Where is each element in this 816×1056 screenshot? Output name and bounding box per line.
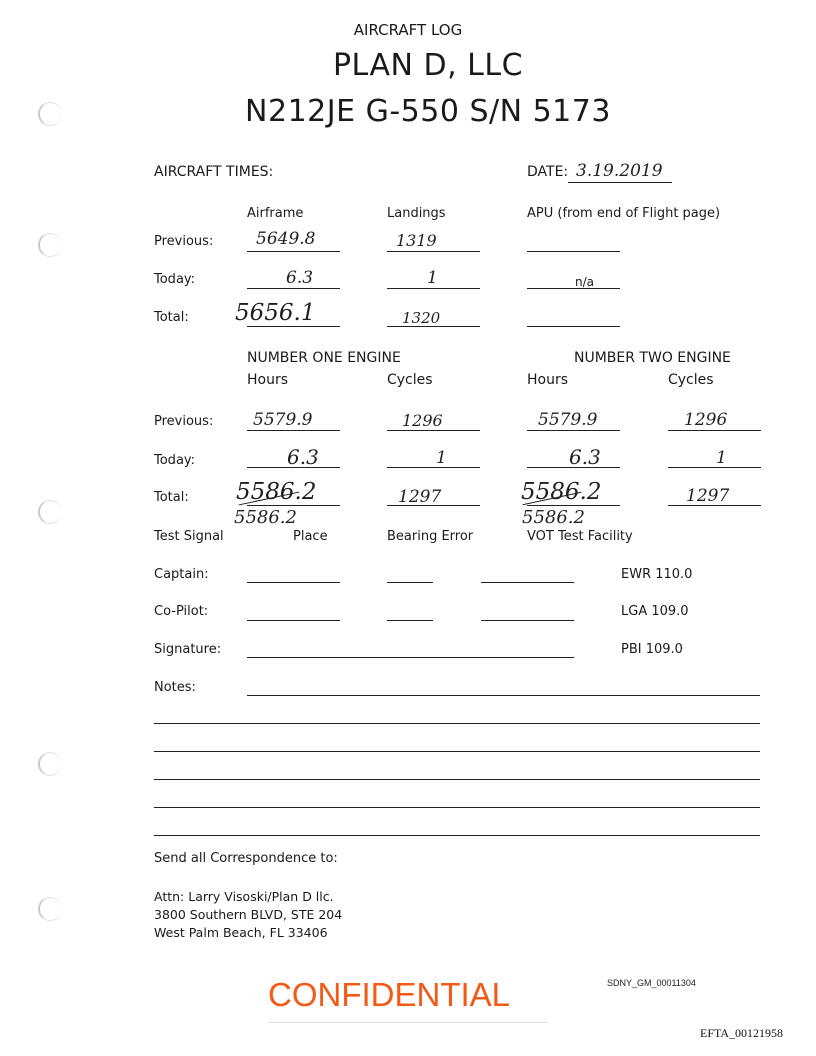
engine1-cycles-header: Cycles (387, 372, 433, 388)
captain-place-line (247, 582, 340, 583)
engine2-cycles-header: Cycles (668, 372, 714, 388)
apu-today-value: n/a (575, 275, 595, 289)
place-label: Place (293, 529, 328, 544)
apu-previous-line (527, 251, 620, 252)
e1-cycles-previous-value: 1296 (402, 411, 443, 430)
send-correspondence-label: Send all Correspondence to: (154, 851, 338, 866)
e2-hours-previous-value: 5579.9 (538, 410, 598, 430)
times-previous-label: Previous: (154, 234, 214, 249)
e1-cycles-today-value: 1 (436, 448, 447, 468)
vot-facility-label: VOT Test Facility (527, 529, 633, 544)
binder-hole-2 (38, 233, 62, 257)
apu-header: APU (from end of Flight page) (527, 206, 721, 221)
airframe-today-line (247, 288, 340, 289)
company-title: PLAN D, LLC (332, 48, 524, 83)
e1-hours-total-line (247, 505, 340, 506)
engine-total-label: Total: (154, 490, 189, 505)
copilot-bearing-line (387, 620, 433, 621)
date-value: 3.19.2019 (576, 161, 663, 181)
engine-today-label: Today: (154, 453, 196, 468)
airframe-total-value: 5656.1 (235, 300, 316, 326)
binder-hole-5 (38, 897, 62, 921)
e1-hours-total-value: 5586.2 (236, 479, 317, 505)
airframe-header: Airframe (247, 206, 304, 221)
airframe-total-line (247, 326, 340, 327)
e2-cycles-previous-line (668, 430, 761, 431)
copilot-label: Co-Pilot: (154, 604, 209, 619)
bearing-error-label: Bearing Error (387, 529, 474, 544)
engine-previous-label: Previous: (154, 414, 214, 429)
notes-line-3 (154, 751, 760, 752)
bottom-rule (268, 1022, 548, 1023)
e2-total-correction: 5586.2 (522, 507, 585, 528)
engine1-hours-header: Hours (247, 372, 289, 388)
facility-lga: LGA 109.0 (621, 604, 689, 619)
e1-cycles-previous-line (387, 430, 480, 431)
signature-label: Signature: (154, 642, 222, 657)
notes-line-2 (154, 723, 760, 724)
e2-cycles-today-value: 1 (716, 448, 727, 468)
binder-hole-3 (38, 500, 62, 524)
times-total-label: Total: (154, 310, 189, 325)
airframe-previous-value: 5649.8 (256, 229, 316, 249)
e2-cycles-today-line (668, 467, 761, 468)
aircraft-title: N212JE G-550 S/N 5173 (245, 94, 611, 129)
e1-cycles-total-value: 1297 (398, 487, 442, 507)
notes-line-6 (154, 835, 760, 836)
landings-previous-line (387, 251, 480, 252)
apu-total-line (527, 326, 620, 327)
address-line-2: 3800 Southern BLVD, STE 204 (154, 907, 343, 922)
e1-hours-previous-value: 5579.9 (253, 410, 313, 430)
captain-label: Captain: (154, 567, 209, 582)
confidential-stamp: CONFIDENTIAL (268, 976, 511, 1013)
e2-hours-today-value: 6.3 (569, 445, 601, 469)
e1-hours-previous-line (247, 430, 340, 431)
copilot-place-line (247, 620, 340, 621)
landings-today-line (387, 288, 480, 289)
e2-hours-previous-line (527, 430, 620, 431)
copilot-vot-line (481, 620, 574, 621)
sdny-reference: SDNY_GM_00011304 (607, 978, 696, 988)
date-label: DATE: (527, 164, 569, 180)
captain-vot-line (481, 582, 574, 583)
date-line (568, 182, 672, 183)
notes-line-4 (154, 779, 760, 780)
apu-today-line (527, 288, 620, 289)
notes-line-1 (247, 695, 760, 696)
facility-pbi: PBI 109.0 (621, 642, 683, 657)
log-title: AIRCRAFT LOG (353, 21, 463, 39)
landings-header: Landings (387, 206, 446, 221)
landings-today-value: 1 (427, 268, 438, 288)
facility-ewr: EWR 110.0 (621, 567, 693, 582)
test-signal-label: Test Signal (154, 529, 224, 544)
binder-hole-4 (38, 752, 62, 776)
landings-previous-value: 1319 (396, 231, 437, 250)
landings-total-value: 1320 (402, 309, 441, 327)
efta-reference: EFTA_00121958 (700, 1026, 784, 1040)
e2-hours-total-line (527, 505, 620, 506)
e1-hours-today-value: 6.3 (287, 445, 319, 469)
captain-bearing-line (387, 582, 433, 583)
engine-one-title: NUMBER ONE ENGINE (247, 350, 401, 366)
airframe-today-value: 6.3 (286, 268, 314, 288)
e2-cycles-total-value: 1297 (686, 486, 730, 506)
signature-line (247, 657, 574, 658)
notes-label: Notes: (154, 680, 196, 695)
notes-line-5 (154, 807, 760, 808)
e2-hours-total-value: 5586.2 (521, 479, 602, 505)
engine-two-title: NUMBER TWO ENGINE (574, 350, 731, 366)
e1-cycles-today-line (387, 467, 480, 468)
engine2-hours-header: Hours (527, 372, 569, 388)
e1-total-correction: 5586.2 (234, 507, 297, 528)
aircraft-times-label: AIRCRAFT TIMES: (154, 164, 274, 180)
airframe-previous-line (247, 251, 340, 252)
address-line-1: Attn: Larry Visoski/Plan D llc. (154, 889, 334, 904)
times-today-label: Today: (154, 272, 196, 287)
e2-cycles-previous-value: 1296 (684, 410, 728, 430)
address-line-3: West Palm Beach, FL 33406 (154, 925, 328, 940)
